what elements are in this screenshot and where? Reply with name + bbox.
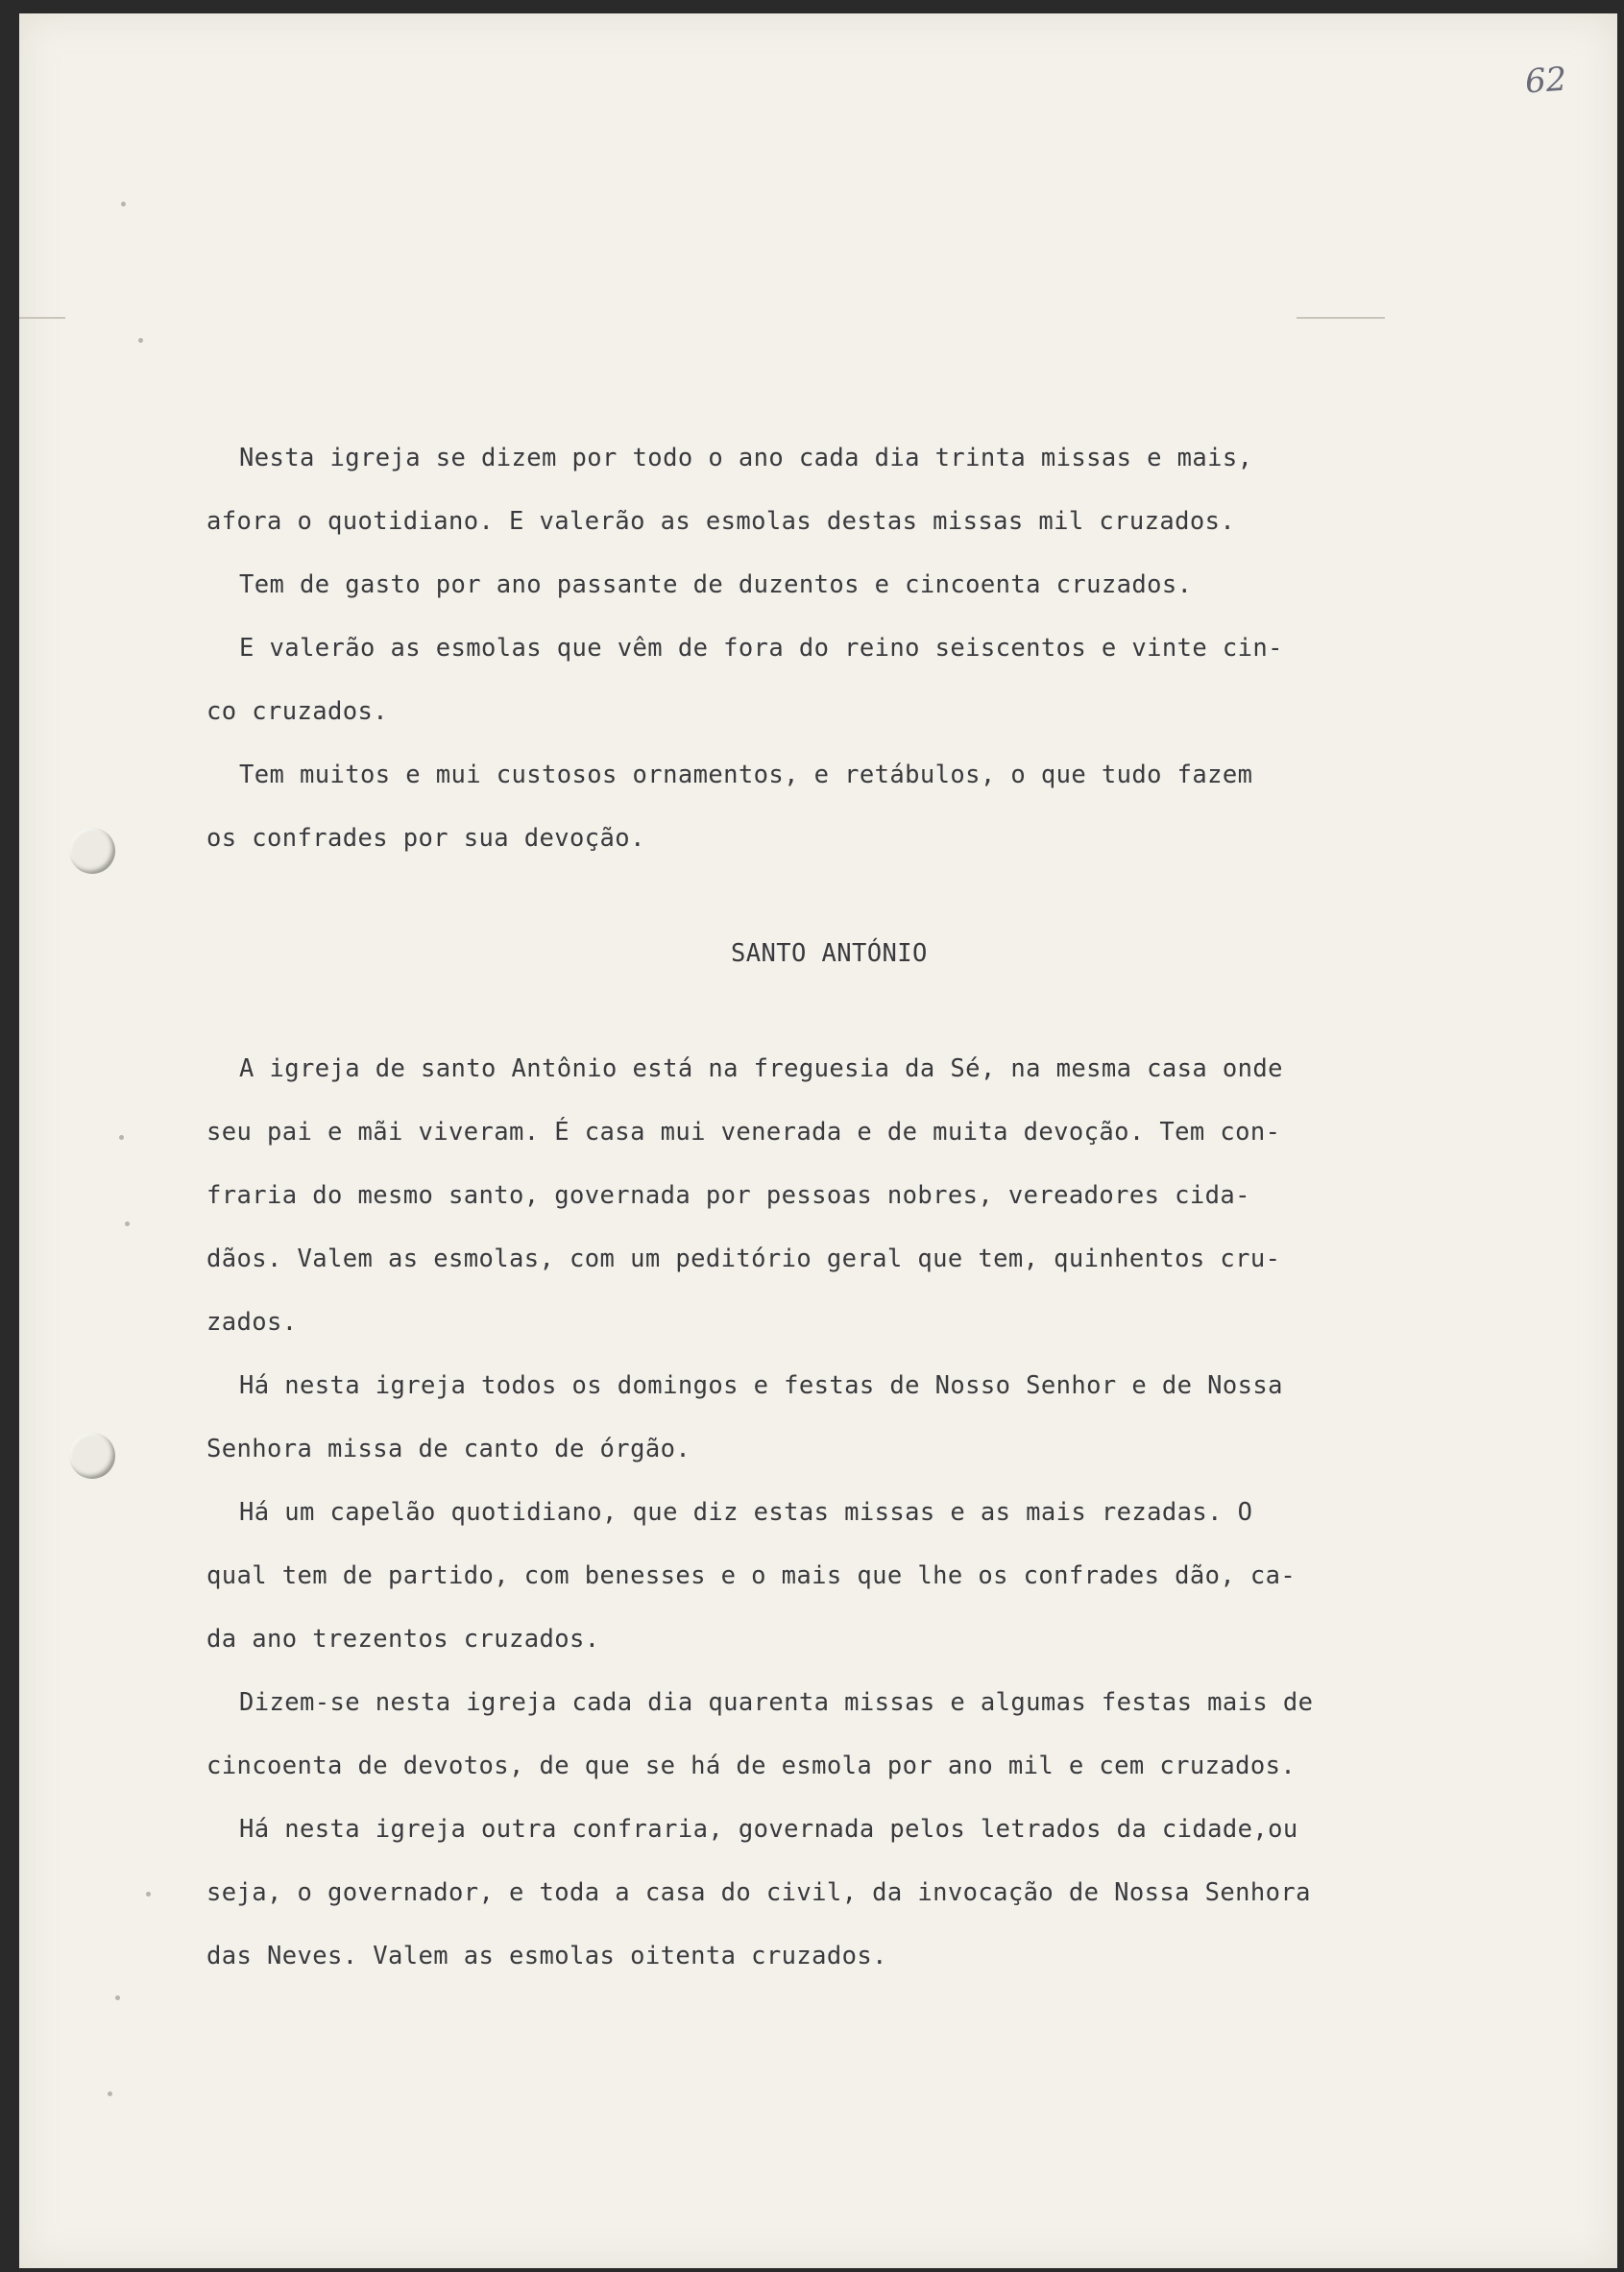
document-page — [19, 13, 1617, 2268]
text-line: co cruzados. — [206, 697, 389, 726]
paper-speck — [125, 1221, 130, 1226]
paragraph-block-1 — [206, 426, 1503, 870]
text-line: Há um capelão quotidiano, que diz estas missas e as mais rezadas. O — [239, 1498, 1253, 1527]
text-line: zados. — [206, 1308, 298, 1337]
paragraph-block-2 — [206, 1037, 1503, 1988]
text-line: das Neves. Valem as esmolas oitenta cruzados. — [206, 1942, 887, 1970]
paper-speck — [108, 2091, 112, 2096]
punch-hole-top — [69, 828, 115, 874]
text-line: cincoenta de devotos, de que se há de esmola por ano mil e cem cruzados. — [206, 1752, 1297, 1780]
punch-hole-bottom — [69, 1433, 115, 1479]
text-line: Há nesta igreja todos os domingos e festas de Nosso Senhor e de Nossa — [239, 1371, 1283, 1400]
paper-speck — [119, 1135, 124, 1140]
text-line: fraria do mesmo santo, governada por pessoas nobres, vereadores cida- — [206, 1181, 1250, 1210]
text-line: seja, o governador, e toda a casa do civil, da invocação de Nossa Senhora — [206, 1878, 1311, 1907]
text-line: os confrades por sua devoção. — [206, 824, 645, 853]
text-line: Tem de gasto por ano passante de duzentos e cincoenta cruzados. — [239, 570, 1193, 599]
paper-speck — [146, 1892, 151, 1897]
text-line: Dizem-se nesta igreja cada dia quarenta missas e algumas festas mais de — [239, 1688, 1314, 1717]
paper-speck — [121, 202, 126, 206]
text-line: da ano trezentos cruzados. — [206, 1625, 600, 1654]
section-heading: SANTO ANTÓNIO — [731, 939, 928, 968]
text-line: seu pai e mãi viveram. É casa mui venerada e de muita devoção. Tem con- — [206, 1118, 1281, 1147]
text-line: afora o quotidiano. E valerão as esmolas destas missas mil cruzados. — [206, 507, 1236, 536]
text-line: qual tem de partido, com benesses e o mais que lhe os confrades dão, ca- — [206, 1561, 1297, 1590]
paper-speck — [138, 338, 143, 343]
text-line: E valerão as esmolas que vêm de fora do reino seiscentos e vinte cin- — [239, 634, 1283, 663]
text-line: Há nesta igreja outra confraria, governada pelos letrados da cidade,ou — [239, 1815, 1298, 1844]
text-line: Nesta igreja se dizem por todo o ano cada dia trinta missas e mais, — [239, 444, 1253, 472]
text-line: Senhora missa de canto de órgão. — [206, 1435, 691, 1463]
text-line: A igreja de santo Antônio está na freguesia da Sé, na mesma casa onde — [239, 1054, 1283, 1083]
text-line: dãos. Valem as esmolas, com um peditório geral que tem, quinhentos cru- — [206, 1245, 1281, 1273]
paper-mark — [19, 317, 65, 319]
page-number: 62 — [1523, 60, 1568, 102]
paper-speck — [115, 1995, 120, 2000]
text-line: Tem muitos e mui custosos ornamentos, e retábulos, o que tudo fazem — [239, 761, 1253, 789]
paper-mark — [1297, 317, 1385, 319]
document-body — [206, 426, 1503, 1988]
